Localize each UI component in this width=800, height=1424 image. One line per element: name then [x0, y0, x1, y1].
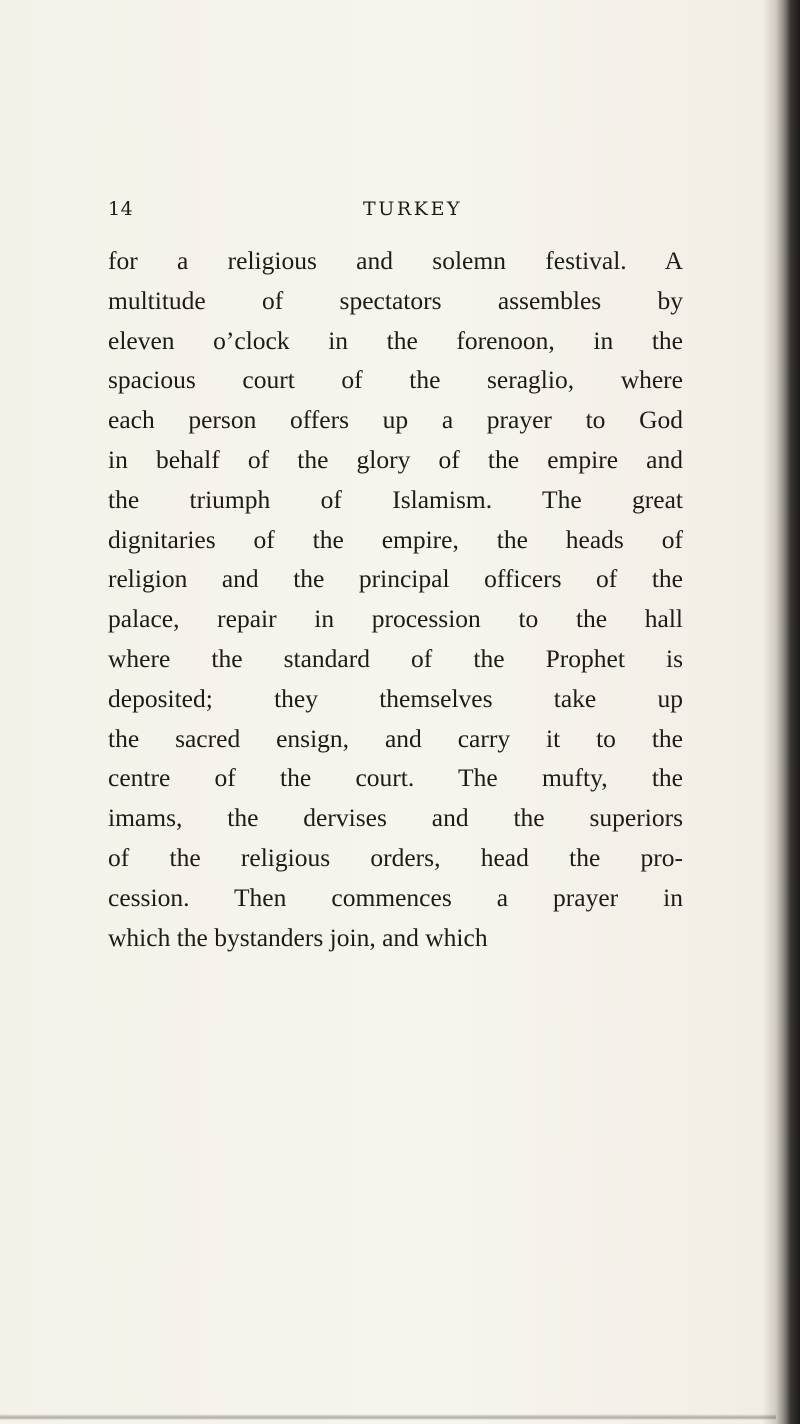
text-line: palace, repair in procession to the hall: [108, 604, 683, 634]
text-line: cession. Then commences a prayer in: [108, 882, 683, 912]
text-line: religion and the principal officers of the: [108, 564, 683, 594]
text-line: spacious court of the seraglio, where: [108, 365, 683, 395]
book-binding-edge: [776, 0, 800, 1424]
text-line: of the religious orders, head the pro-: [108, 842, 683, 872]
text-line: dignitaries of the empire, the heads of: [108, 524, 683, 554]
text-line: where the standard of the Prophet is: [108, 643, 683, 673]
page-number: 14: [108, 198, 134, 220]
text-line: the sacred ensign, and carry it to the: [108, 723, 683, 753]
text-line: each person offers up a prayer to God: [108, 405, 683, 435]
text-line: the triumph of Islamism. The great: [108, 484, 683, 514]
text-line: for a religious and solemn festival. A: [108, 246, 683, 275]
text-line: imams, the dervises and the superiors: [108, 803, 683, 833]
page-bottom-edge: [0, 1414, 776, 1420]
running-title: TURKEY: [363, 198, 463, 220]
body-paragraph: [108, 241, 683, 957]
binding-shadow: [762, 0, 776, 1424]
text-line: which the bystanders join, and which: [108, 922, 488, 952]
running-head: [108, 198, 688, 232]
text-line: eleven o’clock in the forenoon, in the: [108, 325, 683, 355]
text-line: in behalf of the glory of the empire and: [108, 444, 683, 474]
text-line: deposited; they themselves take up: [108, 683, 683, 713]
text-line: multitude of spectators assembles by: [108, 285, 683, 315]
text-line: centre of the court. The mufty, the: [108, 763, 683, 793]
